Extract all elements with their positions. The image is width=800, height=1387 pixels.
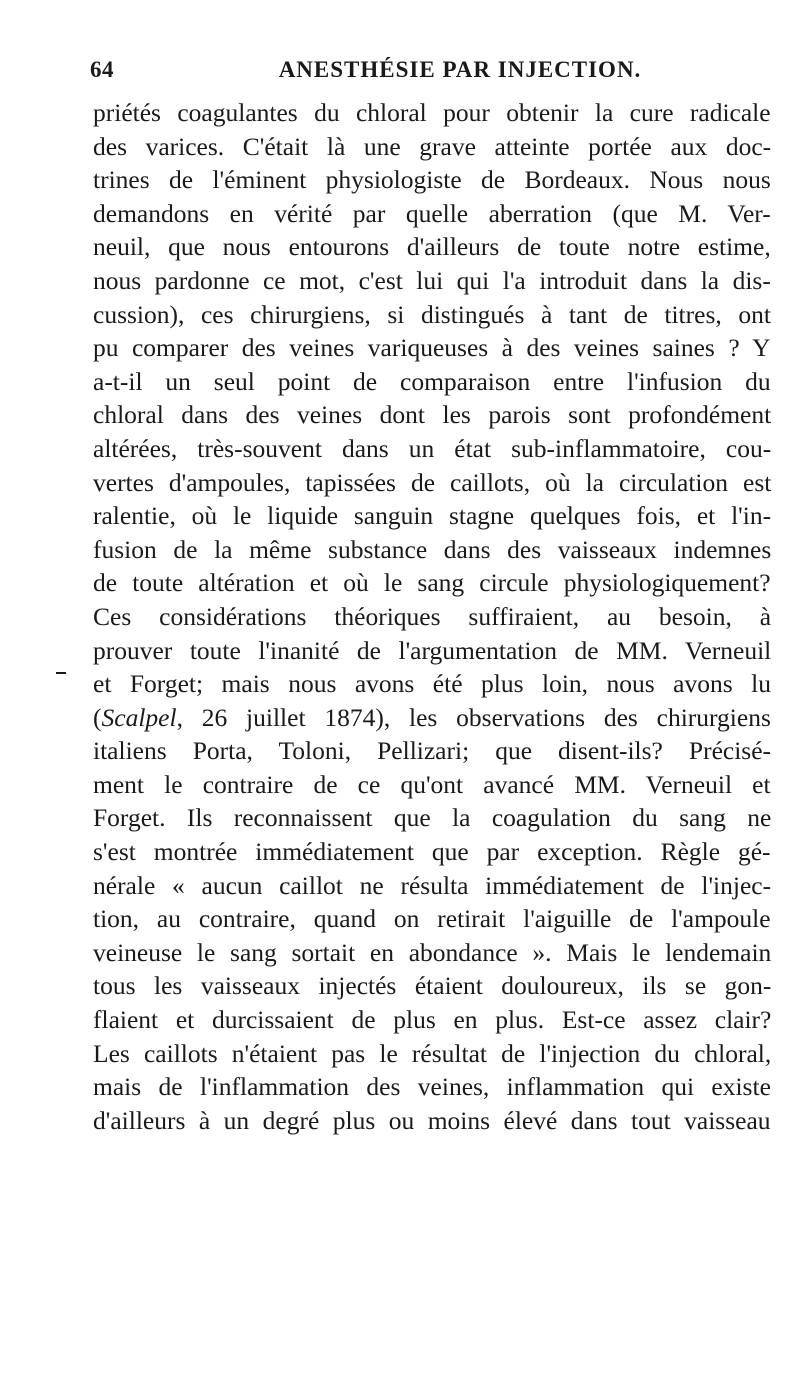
text-line: nérale « aucun caillot ne résulta immédiatement de l'injec- bbox=[93, 870, 772, 900]
text-line: altérées, très-souvent dans un état sub-inflammatoire, cou- bbox=[93, 433, 772, 463]
text-line: flaient et durcissaient de plus en plus. Est-ce assez clair? bbox=[93, 1005, 772, 1035]
text-line: tion, au contraire, quand on retirait l'aiguille de l'ampoule bbox=[93, 904, 771, 934]
text-line: ment le contraire de ce qu'ont avancé MM. Verneuil et bbox=[93, 769, 771, 799]
text-line: veineuse le sang sortait en abondance ». Mais le lendemain bbox=[93, 937, 772, 967]
text-line: neuil, que nous entourons d'ailleurs de toute notre estime, bbox=[93, 232, 771, 262]
text-line: chloral dans des veines dont les parois sont profondément bbox=[93, 400, 772, 430]
running-head bbox=[90, 57, 770, 87]
text-line: pu comparer des veines variqueuses à des veines saines ? Y bbox=[93, 333, 771, 363]
text-line: s'est montrée immédiatement que par exception. Règle gé- bbox=[93, 837, 771, 867]
text-line: fusion de la même substance dans des vaisseaux indemnes bbox=[93, 534, 772, 564]
text-line: Ces considérations théoriques suffiraient, au besoin, à bbox=[93, 601, 772, 631]
text-line: a-t-il un seul point de comparaison entre l'infusion du bbox=[93, 366, 771, 396]
body-text bbox=[93, 96, 771, 1137]
text-line: de toute altération et où le sang circule physiologiquement? bbox=[93, 568, 771, 598]
text-line: mais de l'inflammation des veines, inflammation qui existe bbox=[93, 1072, 771, 1102]
page-number: 64 bbox=[90, 57, 114, 82]
text-line: trines de l'éminent physiologiste de Bordeaux. Nous nous bbox=[93, 165, 771, 195]
italic-citation: Scalpel bbox=[101, 702, 177, 732]
running-title: ANESTHÉSIE PAR INJECTION. bbox=[278, 57, 642, 82]
text-line: Les caillots n'étaient pas le résultat de l'injection du chloral, bbox=[93, 1038, 772, 1068]
text-line: Forget. Ils reconnaissent que la coagulation du sang ne bbox=[93, 803, 772, 833]
text-line: (Scalpel, 26 juillet 1874), les observations des chirurgiens bbox=[93, 702, 771, 732]
text-line: cussion), ces chirurgiens, si distingués à tant de titres, ont bbox=[93, 299, 771, 329]
text-line: prouver toute l'inanité de l'argumentation de MM. Verneuil bbox=[93, 635, 772, 665]
text-line: nous pardonne ce mot, c'est lui qui l'a introduit dans la dis- bbox=[93, 265, 771, 295]
text-line: ralentie, où le liquide sanguin stagne quelques fois, et l'in- bbox=[93, 501, 772, 531]
text-line: et Forget; mais nous avons été plus loin, nous avons lu bbox=[93, 669, 771, 699]
text-line: priétés coagulantes du chloral pour obtenir la cure radicale bbox=[93, 98, 771, 127]
text-line: italiens Porta, Toloni, Pellizari; que disent-ils? Précisé- bbox=[93, 736, 772, 766]
text-line: d'ailleurs à un degré plus ou moins élevé dans tout vaisseau bbox=[93, 1105, 771, 1135]
text-line: tous les vaisseaux injectés étaient douloureux, ils se gon- bbox=[93, 971, 772, 1001]
text-line: des varices. C'était là une grave atteinte portée aux doc- bbox=[93, 131, 772, 161]
margin-mark bbox=[56, 672, 66, 674]
text-line: demandons en vérité par quelle aberration (que M. Ver- bbox=[93, 198, 771, 228]
text-line: vertes d'ampoules, tapissées de caillots, où la circulation est bbox=[93, 467, 772, 497]
